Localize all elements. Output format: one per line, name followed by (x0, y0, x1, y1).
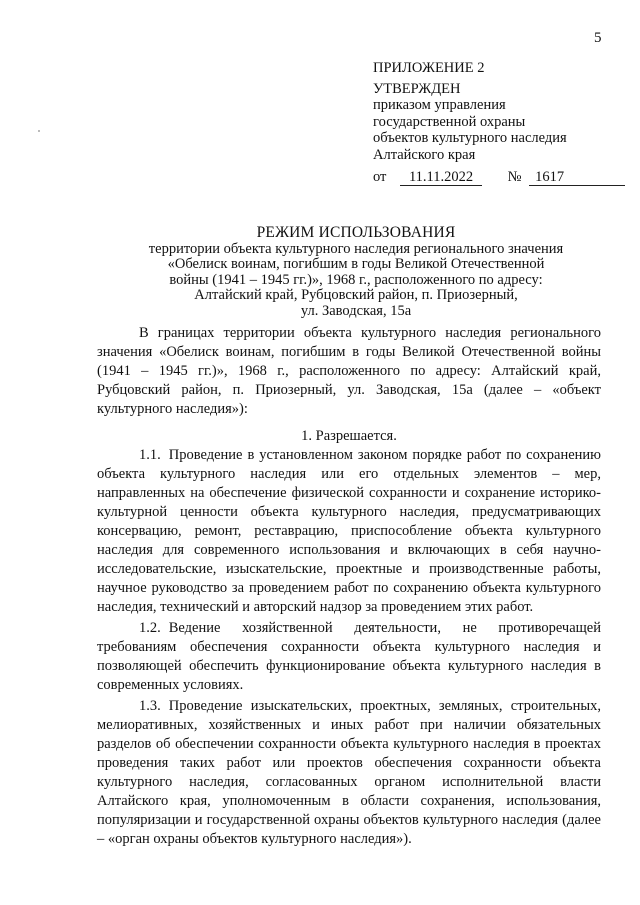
clause-number: 1.2. (139, 620, 161, 636)
heading-line: войны (1941 – 1945 гг.)», 1968 г., расположенного по адресу: (169, 271, 543, 288)
clause-1-2 (97, 619, 601, 695)
document-heading (96, 225, 616, 319)
order-number: 1617 (529, 170, 625, 186)
heading-line: Алтайский край, Рубцовский район, п. Приозерный, (194, 287, 518, 303)
clause-1-1 (97, 446, 601, 617)
heading-line: «Обелиск воинам, погибшим в годы Великой Отечественной (167, 256, 545, 272)
clause-text: Проведение изыскательских, проектных, земляных, строительных, мелиоративных, хозяйственных и иных работ при наличии обязательных разделов об обеспечении сохранности объекта культурного наследия в проектах проведения таких работ или проектов обеспечения сохранности объекта культурного наследия, согласованных органом исполнительной власти Алтайского края, уполномоченным в области сохранения, использования, популяризации и государственной охраны объектов культурного наследия (далее – «орган охраны объектов культурного наследия»). (97, 698, 601, 847)
heading-line: ул. Заводская, 15а (300, 302, 412, 319)
document-title: РЕЖИМ ИСПОЛЬЗОВАНИЯ (256, 224, 456, 241)
page-number: 5 (594, 30, 602, 46)
clause-number: 1.1. (139, 447, 161, 463)
appendix-block (373, 60, 613, 186)
clause-text: Ведение хозяйственной деятельности, не противоречащей требованиям обеспечения сохранности объекта культурного наследия и позволяющей обеспечить функционирование объекта культурного наследия в современных условиях. (97, 620, 601, 693)
order-line: государственной охраны (373, 113, 526, 130)
order-date-number (373, 169, 613, 186)
order-line: приказом управления (373, 97, 506, 113)
margin-mark (38, 130, 40, 132)
order-date: 11.11.2022 (400, 170, 482, 186)
approved-label: УТВЕРЖДЕН (373, 80, 461, 97)
clause-1-3 (97, 697, 601, 849)
document-body (97, 324, 601, 849)
number-prefix: № (507, 169, 522, 185)
clause-text: Проведение в установленном законом порядке работ по сохранению объекта культурного наследия или его отдельных элементов – мер, направленных на обеспечение физической сохранности и сохранение историко-культурной ценности объекта культурного наследия, предусматривающих консервацию, ремонт, реставрацию, приспособление объекта культурного наследия для современного использования и включающих в себя научно-исследовательские, изыскательские, проектные и производственные работы, научное руководство за проведением работ по сохранению объекта культурного наследия, технический и авторский надзор за проведением этих работ. (97, 447, 601, 615)
heading-line: территории объекта культурного наследия регионального значения (148, 240, 564, 257)
appendix-title: ПРИЛОЖЕНИЕ 2 (373, 60, 485, 76)
order-line: объектов культурного наследия (373, 130, 567, 146)
intro-paragraph: В границах территории объекта культурного наследия регионального значения «Обелиск воинам, погибшим в годы Великой Отечественной войны (1941 – 1945 гг.)», 1968 г., расположенного по адресу: Алтайский край, Рубцовский район, п. Приозерный, ул. Заводская, 15а (далее – «объект культурного наследия»): (97, 325, 601, 417)
date-prefix: от (373, 169, 387, 185)
clause-number: 1.3. (139, 698, 161, 714)
section-title: 1. Разрешается. (301, 428, 397, 444)
order-line: Алтайского края (373, 146, 476, 163)
